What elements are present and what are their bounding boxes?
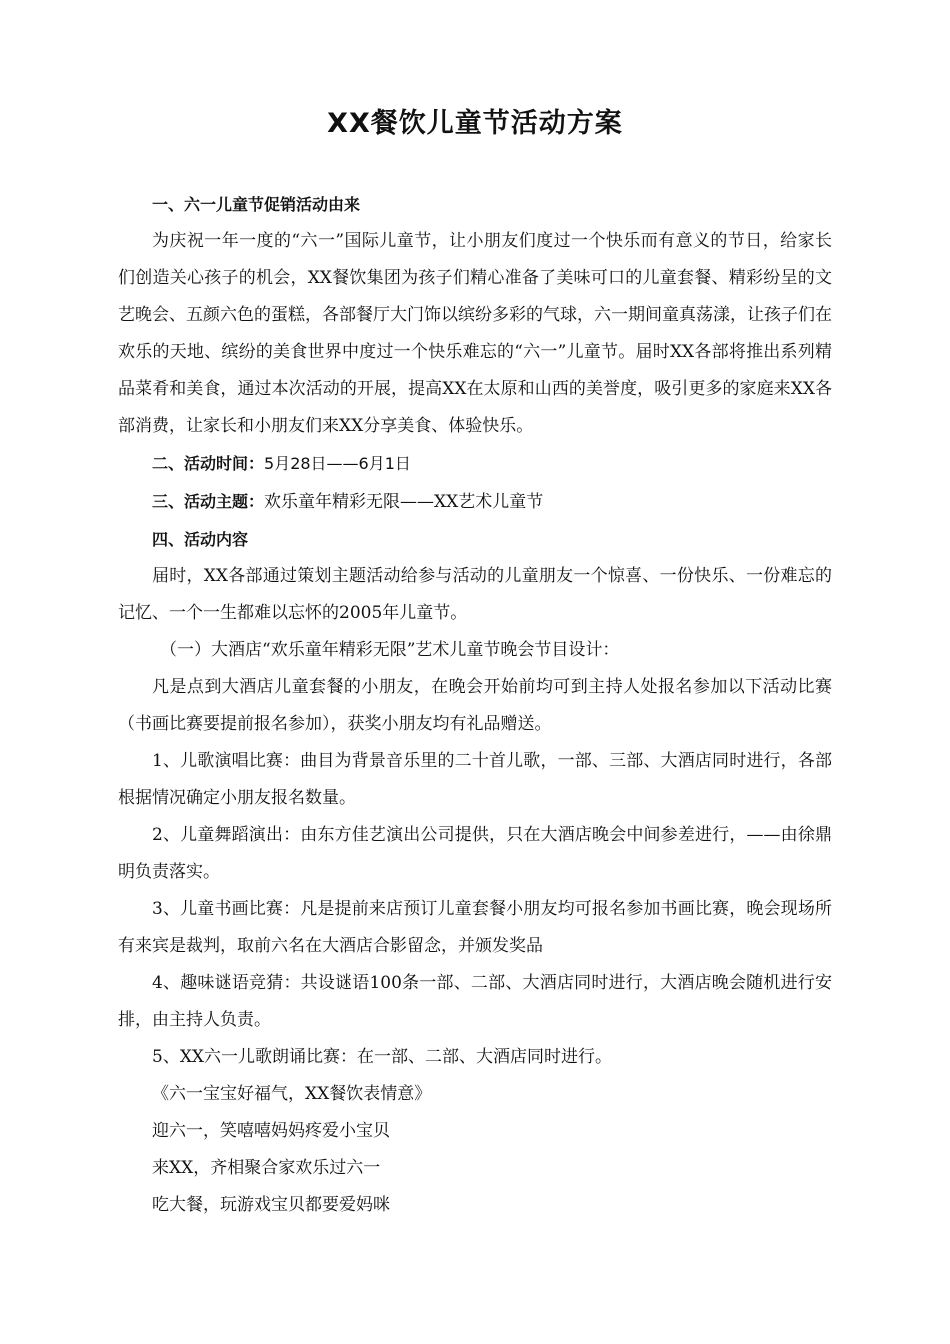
poem-line-3: 吃大餐，玩游戏宝贝都要爱妈咪: [152, 1195, 390, 1215]
origin-paragraph: 为庆祝一年一度的“六一”国际儿童节，让小朋友们度过一个快乐而有意义的节日，给家长们创造关心孩子的机会，XX餐饮集团为孩子们精心准备了美味可口的儿童套餐、精彩纷呈的文艺晚会、五颜六色的蛋糕，各部餐厅大门饰以缤纷多彩的气球，六一期间童真荡漾，让孩子们在欢乐的天地、缤纷的美食世界中度过一个快乐难忘的“六一”儿童节。届时XX各部将推出系列精品菜肴和美食，通过本次活动的开展，提高XX在太原和山西的美誉度，吸引更多的家庭来XX各部消费，让家长和小朋友们来XX分享美食、体验快乐。: [118, 231, 832, 436]
poem-line-1: 迎六一，笑嘻嘻妈妈疼爱小宝贝: [152, 1121, 390, 1141]
list-item-1: 1、儿歌演唱比赛：曲目为背景音乐里的二十首儿歌，一部、三部、大酒店同时进行，各部根据情况确定小朋友报名数量。: [118, 751, 832, 808]
document-body: [118, 186, 832, 1224]
list-item-3: 3、儿童书画比赛：凡是提前来店预订儿童套餐小朋友均可报名参加书画比赛，晚会现场所有来宾是裁判，取前六名在大酒店合影留念，并颁发奖品: [118, 899, 832, 956]
section-heading-content: 四、活动内容: [152, 530, 249, 549]
activity-time-value: 5月28日——6月1日: [264, 454, 411, 473]
activity-time-label: 二、活动时间：: [152, 454, 265, 473]
poem-line-2: 来XX，齐相聚合家欢乐过六一: [152, 1158, 381, 1178]
subsection-heading-hotel: （一）大酒店“欢乐童年精彩无限”艺术儿童节晚会节目设计：: [160, 640, 620, 660]
document-title: XX餐饮儿童节活动方案: [327, 108, 623, 139]
hotel-paragraph: 凡是点到大酒店儿童套餐的小朋友，在晚会开始前均可到主持人处报名参加以下活动比赛（书画比赛要提前报名参加），获奖小朋友均有礼品赠送。: [118, 677, 832, 734]
list-item-5: 5、XX六一儿歌朗诵比赛：在一部、二部、大酒店同时进行。: [152, 1047, 613, 1067]
content-paragraph: 届时，XX各部通过策划主题活动给参与活动的儿童朋友一个惊喜、一份快乐、一份难忘的记忆、一个一生都难以忘怀的2005年儿童节。: [118, 566, 832, 623]
list-item-4: 4、趣味谜语竞猜：共设谜语100条一部、二部、大酒店同时进行，大酒店晚会随机进行安排，由主持人负责。: [118, 973, 832, 1030]
poem-title: 《六一宝宝好福气，XX餐饮表情意》: [152, 1084, 432, 1104]
activity-theme-line: [118, 483, 832, 521]
activity-theme-label: 三、活动主题：: [152, 492, 265, 511]
activity-time-line: [118, 445, 832, 483]
list-item-2: 2、儿童舞蹈演出：由东方佳艺演出公司提供，只在大酒店晚会中间参差进行，——由徐鼎明负责落实。: [118, 825, 832, 882]
activity-theme-value: 欢乐童年精彩无限——XX艺术儿童节: [264, 492, 544, 512]
section-heading-origin: 一、六一儿童节促销活动由来: [152, 195, 361, 214]
